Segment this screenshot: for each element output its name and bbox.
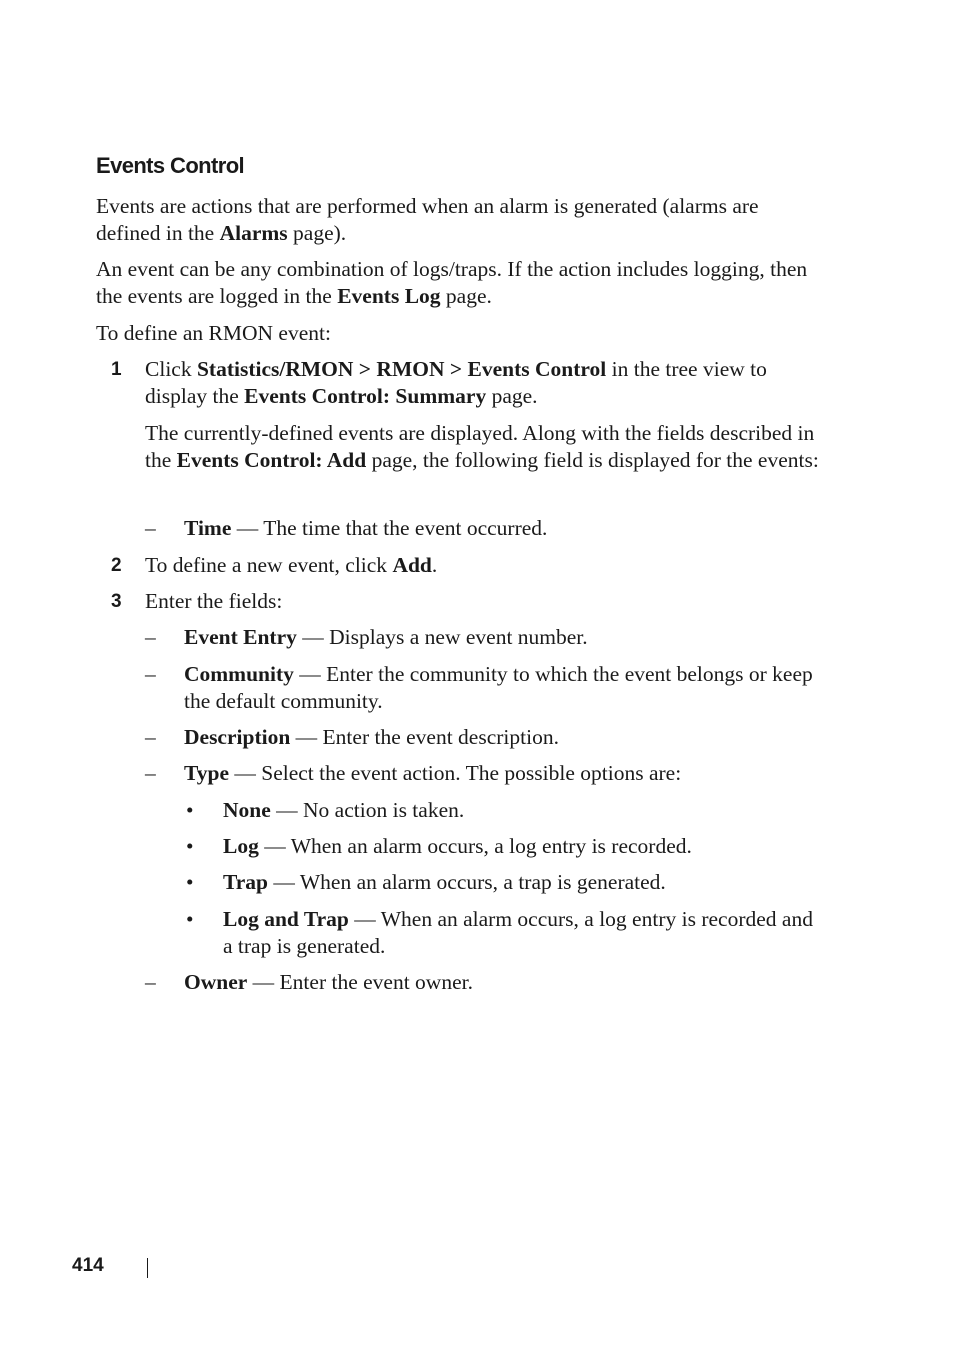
intro-paragraph: Events are actions that are performed when an alarm is generated (alarms are defined in the Alarms page). [96, 194, 759, 245]
dash-marker: – [145, 725, 156, 749]
field-community: Community — Enter the community to which the event belongs or keep the default community. [184, 662, 813, 713]
bullet-marker: • [186, 834, 194, 858]
step-2-text: To define a new event, click Add. [145, 553, 438, 577]
section-heading: Events Control [96, 153, 245, 178]
step-1-note: The currently-defined events are displayed. Along with the fields described in the Events Control: Add page, the following field is displayed for the events: [145, 421, 819, 472]
dash-marker: – [145, 625, 156, 649]
alarms-page-ref: Alarms [219, 221, 288, 245]
page-number: 414 [72, 1255, 104, 1276]
dash-marker: – [145, 970, 156, 994]
field-description: Description — Enter the event description. [184, 725, 559, 749]
type-option-none: None — No action is taken. [223, 798, 465, 822]
add-page-ref: Events Control: Add [176, 448, 367, 472]
step-3-text: Enter the fields: [145, 589, 283, 613]
events-log-page-ref: Events Log [337, 284, 441, 308]
step-1-text: Click Statistics/RMON > RMON > Events Control in the tree view to display the Events Control: Summary page. [145, 357, 767, 408]
menu-path: Statistics/RMON > RMON > Events Control [196, 357, 607, 381]
dash-marker: – [145, 516, 156, 540]
event-definition-paragraph: An event can be any combination of logs/traps. If the action includes logging, then the events are logged in the Events Log page. [96, 257, 808, 308]
type-option-trap: Trap — When an alarm occurs, a trap is generated. [223, 870, 666, 894]
field-owner: Owner — Enter the event owner. [184, 970, 473, 994]
bullet-marker: • [186, 907, 194, 931]
step-number-1: 1 [111, 359, 122, 380]
type-option-log: Log — When an alarm occurs, a log entry is recorded. [223, 834, 692, 858]
procedure-intro: To define an RMON event: [96, 321, 331, 345]
footer-divider [147, 1258, 148, 1278]
field-event-entry: Event Entry — Displays a new event number. [184, 625, 588, 649]
bullet-marker: • [186, 798, 194, 822]
dash-marker: – [145, 761, 156, 785]
step-number-3: 3 [111, 591, 122, 612]
type-option-log-and-trap: Log and Trap — When an alarm occurs, a log entry is recorded and a trap is generated. [223, 907, 813, 958]
step-number-2: 2 [111, 555, 122, 576]
add-button-ref: Add [392, 553, 432, 577]
field-time: Time — The time that the event occurred. [184, 516, 548, 540]
summary-page-ref: Events Control: Summary [244, 384, 487, 408]
field-type: Type — Select the event action. The possible options are: [184, 761, 682, 785]
bullet-marker: • [186, 870, 194, 894]
dash-marker: – [145, 662, 156, 686]
